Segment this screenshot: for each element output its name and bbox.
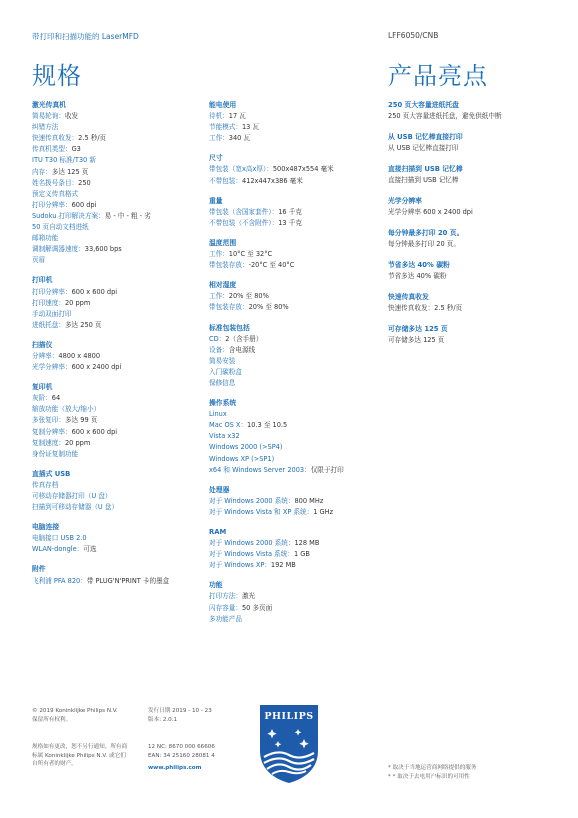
spec-item [209, 218, 379, 229]
spec-section [209, 196, 379, 229]
spec-value: 激光 [241, 592, 256, 601]
spec-label: 带包装存放： [209, 303, 249, 312]
spec-section [32, 382, 202, 460]
spec-item [209, 409, 379, 420]
spec-title: 规格 [32, 62, 82, 90]
spec-item [209, 334, 379, 345]
spec-item [209, 111, 379, 122]
spec-item [209, 260, 379, 271]
spec-section [32, 469, 202, 513]
spec-section [209, 323, 379, 390]
spec-label: 不带包装（不含附件）： [209, 218, 279, 227]
section-heading: 操作系统 [209, 399, 237, 408]
spec-item [209, 549, 379, 560]
spec-value: 易 - 中 - 粗 - 劣 [104, 211, 151, 220]
spec-label: 对于 Windows Vista 和 XP 系统： [209, 507, 314, 516]
philips-wordmark: PHILIPS [264, 711, 314, 722]
spec-item [32, 189, 202, 200]
section-heading: 重量 [209, 196, 223, 205]
spec-value: -20°C 至 40°C [248, 261, 295, 270]
highlight-item [388, 292, 558, 313]
spec-section [32, 340, 202, 373]
spec-label: 电脑接口 USB 2.0 [32, 534, 87, 543]
spec-item [209, 454, 379, 465]
spec-item [209, 291, 379, 302]
spec-section [209, 100, 379, 144]
spec-item [32, 144, 202, 155]
spec-item [32, 404, 202, 415]
spec-item [209, 302, 379, 313]
spec-item [32, 480, 202, 491]
spec-item [209, 356, 379, 367]
spec-value: 128 MB [294, 539, 320, 548]
highlight-title: 光学分辨率 [388, 197, 422, 205]
section-heading: 打印机 [32, 276, 53, 285]
spec-item [32, 393, 202, 404]
highlight-description: 每分钟最多打印 20 页。 [388, 239, 460, 248]
spec-item [32, 351, 202, 362]
copyright: © 2019 Koninklijke Philips N.V. [32, 708, 118, 714]
spec-label: WLAN-dongle： [32, 545, 84, 554]
spec-item [32, 298, 202, 309]
section-heading: 功能 [209, 581, 223, 590]
spec-item [32, 491, 202, 502]
spec-label: 简易安装 [209, 356, 236, 365]
spec-item [209, 176, 379, 187]
spec-section [209, 398, 379, 476]
spec-label: 带包装（宽x高x厚）： [209, 165, 273, 174]
spec-label: 对于 Windows 2000 系统： [209, 496, 295, 505]
spec-value: 800 MHz [294, 496, 324, 505]
spec-label: x64 和 Windows Server 2003： [209, 465, 311, 474]
spec-label: 分辨率： [32, 351, 59, 360]
spec-label: 打印分辨率： [32, 200, 72, 209]
spec-value: 10.3 至 10.5 [247, 421, 288, 430]
spec-label: 复制分辨率： [32, 427, 72, 436]
section-heading: 处理器 [209, 485, 230, 494]
spec-item [209, 431, 379, 442]
spec-label: 灰阶： [32, 394, 52, 403]
spec-item [209, 345, 379, 356]
disclaimer-line: 标属 Koninklijke Philips N.V. 或它们 [32, 752, 126, 759]
spec-item [209, 465, 379, 476]
spec-value: 带 PLUG'N'PRINT 卡的墨盒 [86, 576, 170, 585]
spec-item [209, 378, 379, 389]
spec-section [32, 275, 202, 330]
section-heading: 温度范围 [209, 238, 237, 247]
spec-label: 复制速度： [32, 438, 65, 447]
spec-label: 工作： [209, 292, 229, 301]
highlight-item [388, 324, 558, 345]
spec-value: 500x487x554 毫米 [272, 165, 334, 174]
spec-value: 33,600 bps [84, 245, 122, 254]
highlight-item [388, 228, 558, 249]
highlight-description: 可存储多达 125 页 [388, 335, 445, 344]
spec-value: 13 千克 [278, 218, 302, 227]
spec-label: 不带包装： [209, 176, 242, 185]
spec-item [209, 122, 379, 133]
spec-value: 20 ppm [64, 298, 91, 307]
highlight-title: 从 USB 记忆棒直接打印 [388, 133, 463, 141]
spec-value: 412x447x386 毫米 [241, 176, 303, 185]
highlight-description: 直接扫描到 USB 记忆棒 [388, 175, 459, 184]
spec-label: 入门碳粉盒 [209, 367, 242, 376]
section-heading: 尺寸 [209, 154, 223, 163]
highlight-description: 从 USB 记忆棒直接打印 [388, 143, 459, 152]
spec-value: 2.5 秒/页 [78, 134, 107, 143]
spec-item [32, 155, 202, 166]
spec-value: 20% 至 80% [228, 292, 269, 301]
spec-label: 打印速度： [32, 298, 65, 307]
spec-value: 600 dpi [71, 200, 97, 209]
spec-label: 多功能产品 [209, 614, 242, 623]
spec-item [209, 249, 379, 260]
spec-item [209, 614, 379, 625]
spec-label: 打印分辨率： [32, 287, 72, 296]
spec-item [32, 111, 202, 122]
spec-item [209, 603, 379, 614]
highlight-item [388, 164, 558, 185]
section-heading: 电脑连接 [32, 523, 60, 532]
spec-label: 传真存档 [32, 480, 59, 489]
rights: 保留所有权利。 [32, 716, 72, 723]
footnotes [388, 764, 563, 781]
highlight-description: 节省多达 40% 碳粉 [388, 271, 447, 280]
highlights-title: 产品亮点 [388, 62, 488, 90]
section-heading: 相对湿度 [209, 281, 237, 290]
spec-item [32, 576, 202, 587]
spec-label: Vista x32 [209, 432, 240, 441]
product-subtitle: 带打印和扫描功能的 LaserMFD [32, 32, 139, 41]
ean-code: EAN: 34 25160 28081 4 [148, 752, 215, 759]
highlight-title: 直接扫描到 USB 记忆棒 [388, 165, 463, 173]
spec-value: 192 MB [270, 561, 296, 570]
highlight-item [388, 100, 558, 121]
spec-item [32, 449, 202, 460]
section-heading: 直插式 USB [32, 469, 71, 478]
spec-value: 仅限于打印 [310, 465, 344, 474]
highlight-item [388, 196, 558, 217]
spec-value: G3 [71, 145, 81, 154]
spec-value: 600 x 2400 dpi [71, 363, 122, 372]
spec-label: 飞利浦 PFA 820： [32, 576, 87, 585]
section-heading: 能电使用 [209, 101, 237, 109]
spec-label: 邮箱功能 [32, 234, 59, 243]
spec-value: 17 瓦 [228, 112, 246, 121]
spec-label: 多张复印： [32, 416, 65, 425]
spec-section [209, 580, 379, 624]
spec-item [209, 442, 379, 453]
spec-value: 600 x 600 dpi [71, 287, 118, 296]
spec-value: 16 千克 [278, 207, 302, 216]
spec-item [32, 133, 202, 144]
section-heading: 附件 [32, 565, 46, 574]
spec-label: 工作： [209, 250, 229, 259]
spec-item [209, 164, 379, 175]
spec-value: 10°C 至 32°C [228, 250, 273, 259]
spec-section [32, 522, 202, 555]
spec-item [32, 178, 202, 189]
section-heading: RAM [209, 528, 227, 536]
spec-label: ITU T30 标准/T30 新 [32, 156, 96, 165]
spec-item [32, 122, 202, 133]
spec-section [32, 100, 202, 266]
spec-label: 可移动存储器打印（U 盘） [32, 492, 112, 500]
spec-label: 节能模式： [209, 123, 242, 132]
spec-item [32, 244, 202, 255]
spec-value: 50 多页面 [241, 603, 273, 612]
website-link[interactable]: www.philips.com [148, 765, 202, 772]
spec-value: 600 x 600 dpi [71, 427, 118, 436]
spec-value: 多达 99 页 [64, 416, 98, 425]
spec-label: 进纸托盘： [32, 320, 65, 329]
section-heading: 扫描仪 [32, 340, 53, 349]
spec-label: 传真机类型： [32, 145, 72, 154]
spec-label: 对于 Windows XP： [209, 561, 271, 570]
spec-item [32, 200, 202, 211]
highlight-description: 光学分辨率 600 x 2400 dpi [388, 207, 473, 216]
highlight-title: 快速传真收发 [388, 293, 429, 301]
spec-item [209, 207, 379, 218]
spec-item [32, 309, 202, 320]
spec-label: Mac OS X： [209, 421, 248, 430]
spec-section [209, 238, 379, 271]
highlight-title: 可存储多达 125 页 [388, 325, 448, 333]
version: 版本: 2.0.1 [148, 716, 178, 723]
spec-value: 4800 x 4800 [58, 351, 101, 360]
spec-value: 13 瓦 [241, 123, 260, 132]
spec-label: CD： [209, 334, 226, 343]
spec-value: 20 ppm [64, 438, 91, 447]
spec-value: 20% 至 80% [248, 303, 289, 312]
spec-label: 50 页自动文档进纸 [32, 223, 89, 232]
spec-label: 缩放功能（放大/缩小） [32, 405, 101, 414]
spec-value: 250 [78, 178, 91, 187]
highlight-title: 每分钟最多打印 20 页。 [388, 229, 464, 237]
spec-value: 多达 250 页 [64, 320, 102, 329]
spec-value: 可选 [83, 545, 97, 554]
spec-label: 打印方法： [209, 592, 242, 601]
nc-code: 12 NC: 8670 000 66606 [148, 744, 215, 750]
spec-item [32, 211, 202, 222]
spec-item [209, 560, 379, 571]
spec-label: 设备： [209, 345, 229, 354]
spec-item [209, 538, 379, 549]
model-number: LFF6050/CNB [388, 31, 439, 40]
spec-label: Windows XP (>SP1) [209, 454, 275, 463]
spec-value: 收发 [64, 112, 79, 121]
spec-label: 快速传真收发： [32, 134, 79, 143]
spec-item [32, 222, 202, 233]
highlight-title: 250 页大容量进纸托盘 [388, 101, 459, 109]
spec-label: 简易轮询： [32, 112, 65, 121]
spec-item [32, 502, 202, 513]
spec-item [209, 591, 379, 602]
spec-item [209, 133, 379, 144]
spec-item [32, 320, 202, 331]
spec-label: 预定义传真格式 [32, 189, 79, 198]
spec-column-1 [32, 100, 202, 596]
spec-label: Linux [209, 410, 227, 419]
spec-label: 对于 Windows Vista 系统： [209, 550, 294, 559]
highlights-column [388, 100, 558, 356]
spec-item [32, 255, 202, 266]
spec-value: 多达 125 页 [51, 167, 89, 176]
spec-label: 闪存容量： [209, 603, 242, 612]
spec-label: 页眉 [32, 256, 46, 265]
spec-section [209, 485, 379, 518]
spec-item [32, 233, 202, 244]
section-heading: 激光传真机 [32, 101, 66, 109]
disclaimer-block [32, 743, 142, 769]
spec-item [32, 167, 202, 178]
spec-section [32, 564, 202, 586]
spec-item [209, 507, 379, 518]
spec-label: 姓名拨号条目： [32, 178, 79, 187]
spec-label: 带包装（含国家套件）： [209, 207, 279, 216]
spec-label: 待机： [209, 112, 229, 121]
philips-shield-logo [258, 703, 320, 785]
spec-label: 扫描到可移动存储器（U 盘） [32, 503, 119, 512]
spec-label: Sudoku 打印解决方案： [32, 211, 105, 220]
spec-item [32, 287, 202, 298]
spec-label: 光学分辨率： [32, 363, 72, 372]
spec-item [32, 415, 202, 426]
spec-label: 调制解调器速度： [32, 245, 85, 254]
spec-value: 1 GHz [313, 507, 334, 516]
spec-section [209, 153, 379, 186]
codes-block [148, 743, 238, 773]
spec-label: 纠错方法 [32, 123, 59, 132]
spec-item [32, 544, 202, 555]
spec-item [209, 496, 379, 507]
spec-value: 2（含手册） [225, 334, 263, 343]
spec-label: 保修信息 [209, 378, 236, 387]
spec-item [32, 362, 202, 373]
section-heading: 复印机 [32, 383, 53, 392]
spec-item [32, 533, 202, 544]
spec-label: 对于 Windows 2000 系统： [209, 539, 295, 548]
spec-item [32, 427, 202, 438]
spec-label: 工作： [209, 134, 229, 143]
spec-label: 手动双面打印 [32, 309, 72, 318]
spec-item [32, 438, 202, 449]
spec-item [209, 420, 379, 431]
highlight-description: 快速传真收发：2.5 秒/页 [388, 303, 463, 312]
spec-label: 带包装存放： [209, 261, 249, 270]
spec-label: 内存： [32, 167, 52, 176]
highlight-item [388, 260, 558, 281]
issue-block [148, 707, 238, 724]
disclaimer-line: 自所有者的财产。 [32, 761, 77, 768]
highlight-title: 节省多达 40% 碳粉 [388, 261, 450, 269]
spec-section [209, 280, 379, 313]
spec-value: 340 瓦 [228, 134, 251, 143]
footnote-1: * 取决于当地运营商网络提供的服务 [388, 765, 477, 771]
section-heading: 标准包装包括 [209, 323, 250, 332]
spec-value: 含电源线 [228, 345, 256, 354]
footer-copyright-block [32, 707, 142, 724]
highlight-description: 250 页大容量进纸托盘，避免供纸中断 [388, 111, 502, 120]
spec-column-2 [209, 100, 379, 634]
spec-value: 64 [51, 394, 61, 403]
highlight-item [388, 132, 558, 153]
spec-value: 1 GB [293, 550, 310, 559]
footnote-2: * * 取决于去电用户标识的可用性 [388, 773, 470, 780]
spec-section [209, 527, 379, 571]
spec-label: Windows 2000 (>SP4) [209, 443, 283, 452]
spec-label: 身份证复制功能 [32, 449, 79, 458]
issue-date: 发行日期 2019 - 10 - 23 [148, 708, 212, 714]
spec-item [209, 367, 379, 378]
disclaimer-line: 规格如有更改，恕不另行通知。所有商 [32, 744, 128, 750]
